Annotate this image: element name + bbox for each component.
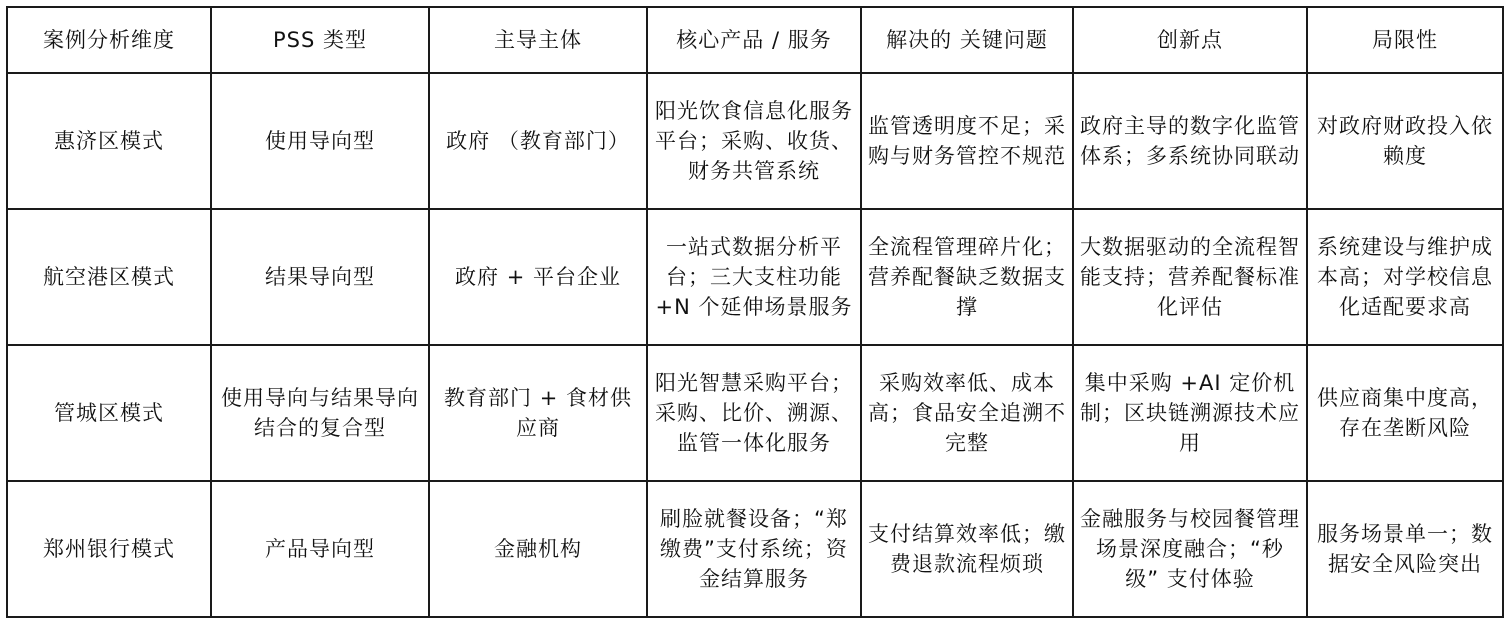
cell-key-problem: 监管透明度不足；采购与财务管控不规范 [861,73,1073,209]
cell-limitation: 服务场景单一；数据安全风险突出 [1307,481,1503,617]
cell-pss-type: 产品导向型 [211,481,429,617]
pss-case-comparison-table [6,6,1504,618]
header-cell-key-problem: 解决的 关键问题 [861,7,1073,73]
header-cell-innovation: 创新点 [1073,7,1307,73]
cell-case-name: 航空港区模式 [7,209,211,345]
cell-pss-type: 使用导向与结果导向结合的复合型 [211,345,429,481]
table-body [7,73,1503,617]
cell-lead-subject: 金融机构 [429,481,647,617]
cell-limitation: 供应商集中度高，存在垄断风险 [1307,345,1503,481]
cell-pss-type: 使用导向型 [211,73,429,209]
header-cell-limitation: 局限性 [1307,7,1503,73]
cell-innovation: 金融服务与校园餐管理场景深度融合；“秒级” 支付体验 [1073,481,1307,617]
cell-key-problem: 全流程管理碎片化；营养配餐缺乏数据支撑 [861,209,1073,345]
header-cell-core-product: 核心产品 / 服务 [647,7,861,73]
table-row [7,73,1503,209]
cell-case-name: 管城区模式 [7,345,211,481]
cell-core-product: 一站式数据分析平台；三大支柱功能 +N 个延伸场景服务 [647,209,861,345]
cell-core-product: 刷脸就餐设备；“郑缴费”支付系统；资金结算服务 [647,481,861,617]
cell-case-name: 郑州银行模式 [7,481,211,617]
table-header [7,7,1503,73]
cell-core-product: 阳光饮食信息化服务平台；采购、收货、财务共管系统 [647,73,861,209]
cell-innovation: 大数据驱动的全流程智能支持；营养配餐标准化评估 [1073,209,1307,345]
table-row [7,209,1503,345]
cell-lead-subject: 政府 + 平台企业 [429,209,647,345]
cell-lead-subject: 教育部门 + 食材供应商 [429,345,647,481]
cell-key-problem: 采购效率低、成本高；食品安全追溯不完整 [861,345,1073,481]
cell-case-name: 惠济区模式 [7,73,211,209]
cell-lead-subject: 政府 （教育部门） [429,73,647,209]
cell-innovation: 政府主导的数字化监管体系；多系统协同联动 [1073,73,1307,209]
cell-key-problem: 支付结算效率低；缴费退款流程烦琐 [861,481,1073,617]
cell-limitation: 对政府财政投入依赖度 [1307,73,1503,209]
cell-innovation: 集中采购 +AI 定价机制；区块链溯源技术应用 [1073,345,1307,481]
header-cell-lead-subject: 主导主体 [429,7,647,73]
table-row [7,345,1503,481]
table-row [7,481,1503,617]
header-cell-dimension: 案例分析维度 [7,7,211,73]
cell-limitation: 系统建设与维护成本高；对学校信息化适配要求高 [1307,209,1503,345]
header-cell-pss-type: PSS 类型 [211,7,429,73]
cell-pss-type: 结果导向型 [211,209,429,345]
header-row [7,7,1503,73]
comparison-table-wrapper [6,6,1493,600]
cell-core-product: 阳光智慧采购平台；采购、比价、溯源、监管一体化服务 [647,345,861,481]
